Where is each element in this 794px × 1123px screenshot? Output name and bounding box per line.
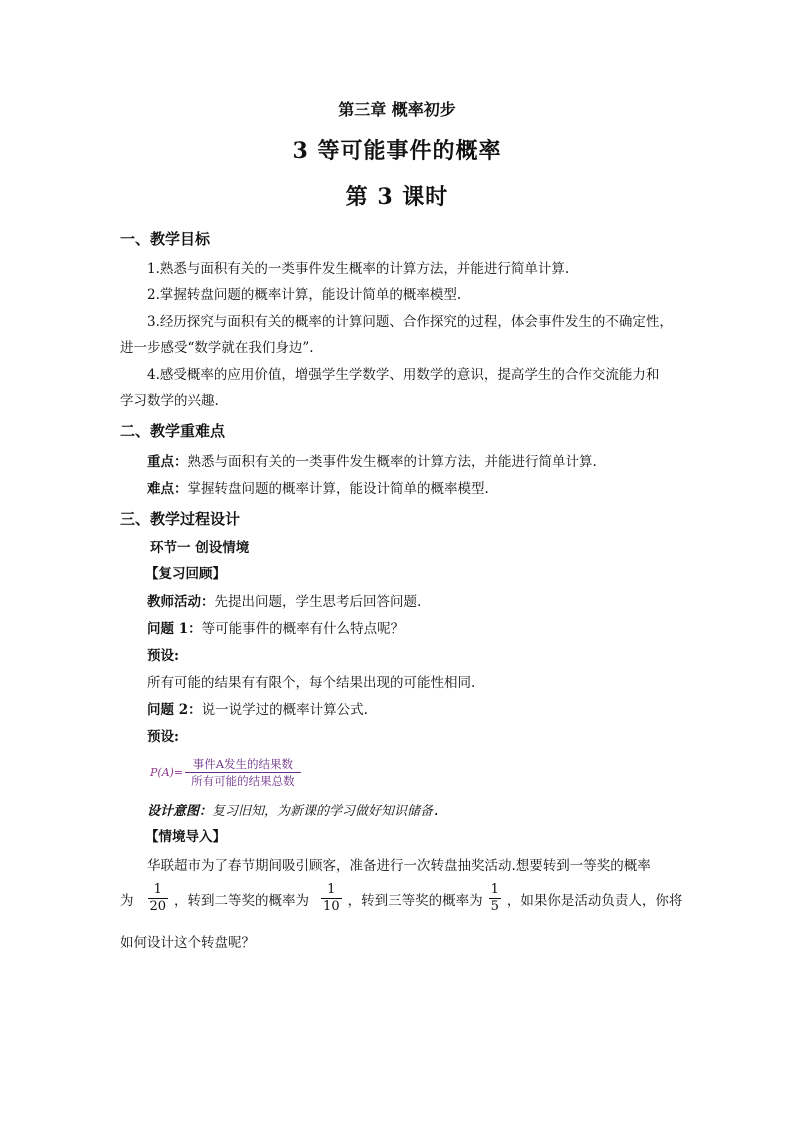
key-label: 重点： [147,454,188,470]
q1-label: 问题 1： [147,621,202,637]
difficult-label: 难点： [147,481,188,497]
q1-text: 等可能事件的概率有什么特点呢？ [201,621,405,637]
scenario-line-1: 华联超市为了春节期间吸引顾客，准备进行一次转盘抽奖活动.想要转到一等奖的概率 [147,858,651,874]
frac2-denominator: 10 [323,899,340,914]
design-text: 复习旧知，为新课的学习做好知识储备. [212,804,441,819]
for-word: 为 [120,892,134,909]
frac1-denominator: 20 [149,899,167,914]
frac3-denominator: 5 [490,899,499,914]
objective-3: 3.经历探究与面积有关的概率的计算问题、合作探究的过程，体会事件发生的不确定性， [147,314,673,330]
question-2 [147,699,682,721]
mid-text-2: ，转到三等奖的概率为 [347,892,483,909]
section3-heading: 三、教学过程设计 [120,510,241,528]
scenario-line-3: 如何设计这个转盘呢？ [120,935,255,951]
fraction-second-prize [321,882,342,915]
question-1 [147,618,682,640]
objective-4: 4.感受概率的应用价值，增强学生学数学、用数学的意识，提高学生的合作交流能力和 [147,367,660,383]
formula-lhs: P(A)= [150,766,184,779]
objective-3-cont: 进一步感受“数学就在我们身边”. [120,340,314,356]
q2-label: 问题 2： [147,702,202,718]
probability-formula [150,756,301,789]
design-label: 设计意图： [147,804,213,819]
objective-2: 2.掌握转盘问题的概率计算，能设计简单的概率模型. [147,287,462,303]
difficult-text: 掌握转盘问题的概率计算，能设计简单的概率模型. [187,481,489,497]
frac3-numerator: 1 [490,882,499,897]
key-text: 熟悉与面积有关的一类事件发生概率的计算方法，并能进行简单计算. [187,454,597,470]
preset-1: 预设: [147,648,179,664]
teacher-label: 教师活动： [147,594,215,610]
lesson-title: 第 3 课时 [345,184,449,210]
frac2-numerator: 1 [327,882,336,897]
section1-heading: 一、教学目标 [120,230,211,248]
formula-numerator: 事件A发生的结果数 [192,757,294,771]
mid-text-1: ，转到二等奖的概率为 [174,892,310,909]
teacher-text: 先提出问题，学生思考后回答问题. [214,594,422,610]
design-intent [147,800,441,819]
review-title: 【复习回顾】 [145,566,226,582]
objective-4-cont: 学习数学的兴趣. [120,393,219,409]
section-title: 3 等可能事件的概率 [292,138,502,164]
link-1-title: 环节一 创设情境 [150,540,250,556]
fraction-first-prize [148,882,169,915]
formula-denominator: 所有可能的结果总数 [191,774,295,788]
tail-text: ，如果你是活动负责人，你将 [506,892,683,909]
frac1-numerator: 1 [153,882,162,897]
scenario-line-2 [120,882,690,915]
scenario-title: 【情境导入】 [145,829,226,845]
key-point [147,451,682,473]
chapter-title: 第三章 概率初步 [338,100,456,119]
section2-heading: 二、教学重难点 [120,422,226,440]
teacher-activity [147,591,682,613]
difficult-point [147,478,682,500]
formula-fraction [185,756,301,789]
objective-1: 1.熟悉与面积有关的一类事件发生概率的计算方法，并能进行简单计算. [147,261,570,277]
preset-2: 预设: [147,729,179,745]
q2-text: 说一说学过的概率计算公式. [201,702,368,718]
answer-1: 所有可能的结果有有限个，每个结果出现的可能性相同. [147,675,476,691]
fraction-third-prize [489,882,501,915]
